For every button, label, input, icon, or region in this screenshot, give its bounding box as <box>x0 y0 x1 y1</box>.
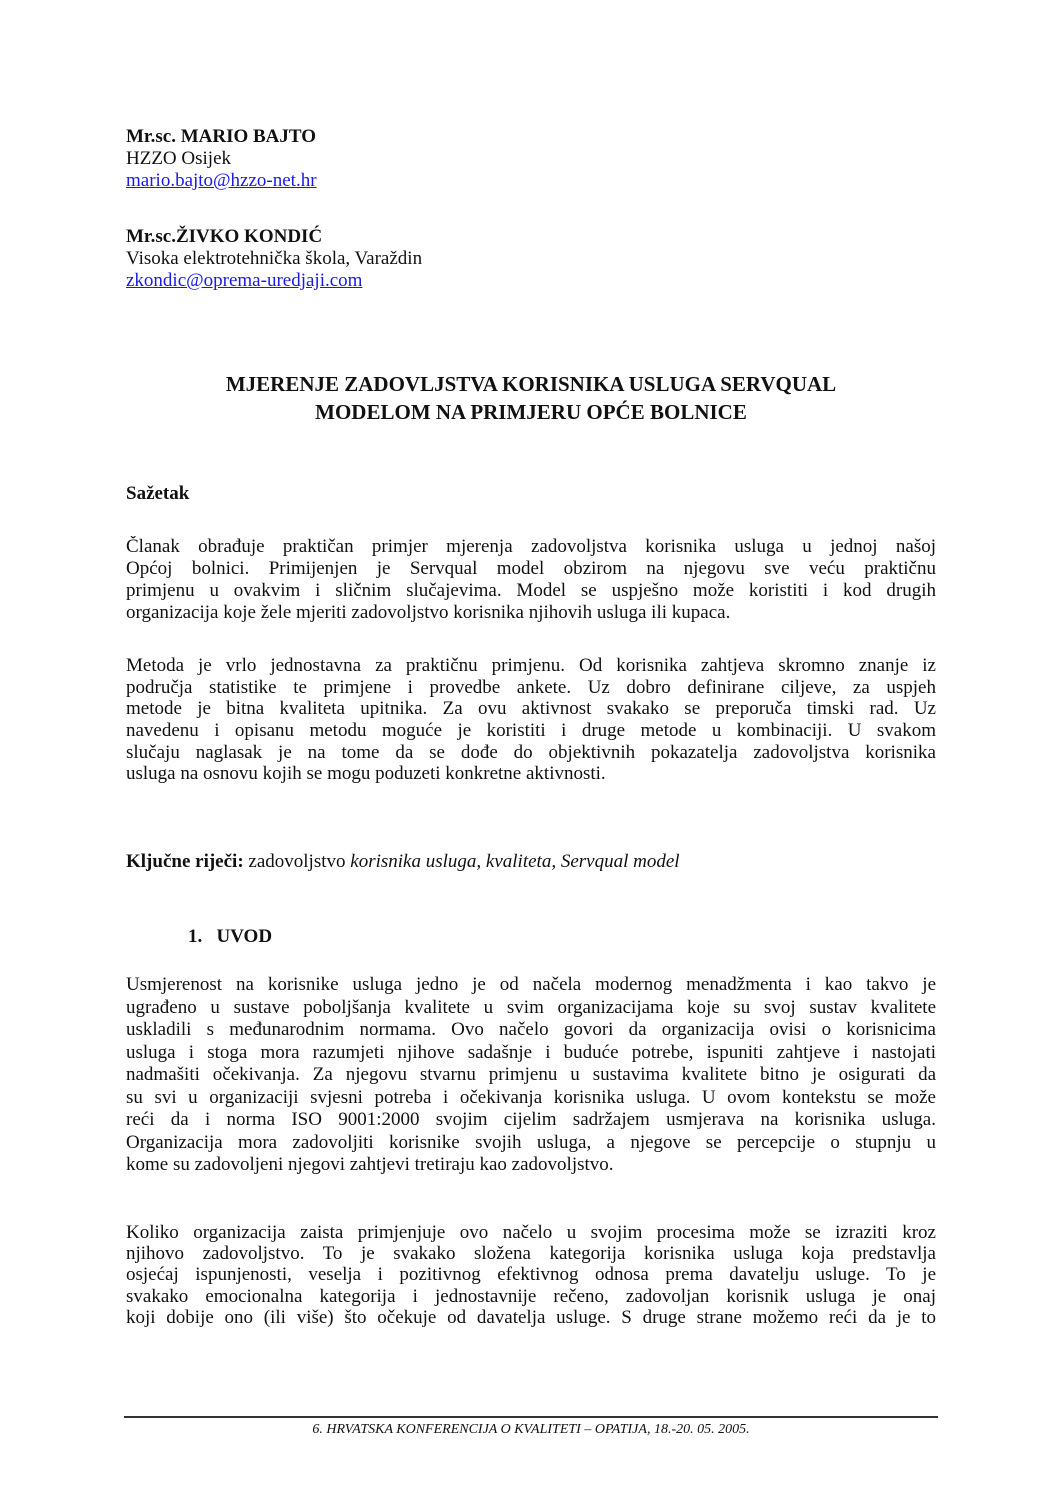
section-heading: 1. UVOD <box>188 926 273 947</box>
text-line: su svi u organizaciji svjesni potreba i očekivanja korisnika usluga. U ovom kontekstu se može <box>126 1086 936 1108</box>
text-line: Koliko organizacija zaista primjenjuje ovo načelo u svojim procesima može se izraziti kroz <box>126 1222 936 1243</box>
text-line: usluga i stoga mora razumjeti njihove sadašnje i buduće potrebe, ispuniti zahtjeve i nastojati <box>126 1041 936 1063</box>
footer-text: 6. HRVATSKA KONFERENCIJA O KVALITETI – OPATIJA, 18.-20. 05. 2005. <box>312 1422 750 1437</box>
text-line: kome su zadovoljeni njegovi zahtjevi tretiraju kao zadovoljstvo. <box>126 1154 614 1175</box>
text-line: metode je bitna kvaliteta upitnika. Za ovu aktivnost svakako se preporuča timski rad. Uz <box>126 698 936 720</box>
section-paragraph-1 <box>126 974 936 1177</box>
text-line: organizacija koje žele mjeriti zadovoljstvo korisnika njihovih usluga ili kupaca. <box>126 602 731 623</box>
text-line: primjenu u ovakvim i sličnim slučajevima. Model se uspješno može koristiti i kod drugih <box>126 580 936 601</box>
text-line: područja statistike te primjene i provedbe ankete. Uz dobro definirane ciljeve, za uspjeh <box>126 676 936 698</box>
author-1 <box>126 126 936 192</box>
text-line: navedenu i opisanu metodu moguće je koristiti i druge metode u kombinaciji. U svakom <box>126 720 936 742</box>
text-line: Usmjerenost na korisnike usluga jedno je od načela modernog menadžmenta i kao takvo je <box>126 974 936 995</box>
footer-rule <box>124 1416 938 1418</box>
text-line: koji dobije ono (ili više) što očekuje od davatelja usluge. S druge strane možemo reći da je to <box>126 1306 936 1328</box>
text-line: Organizacija mora zadovoljiti korisnike svojih usluga, a njegove se percepcije o stupnju u <box>126 1131 936 1153</box>
keywords-italic: korisnika usluga, kvaliteta, Servqual model <box>350 851 680 872</box>
paper-title <box>126 370 936 426</box>
keywords <box>126 851 936 873</box>
author-name: Mr.sc.ŽIVKO KONDIĆ <box>126 226 323 247</box>
text-line: usluga na osnovu kojih se mogu poduzeti konkretne aktivnosti. <box>126 763 606 785</box>
text-line: svakako emocionalna kategorija i jednostavnije rečeno, zadovoljan korisnik usluga je onaj <box>126 1285 936 1307</box>
text-line: nadmašiti očekivanja. Za njegovu stvarnu primjenu u sustavima kvalitete bitno je osigurati da <box>126 1064 936 1085</box>
title-line: MJERENJE ZADOVLJSTVA KORISNIKA USLUGA SERVQUAL <box>225 372 837 396</box>
text-line: slučaju naglasak je na tome da se dođe do objektivnih pokazatelja zadovoljstva korisnika <box>126 741 936 763</box>
text-line: ugrađeno u sustave poboljšanja kvalitete u svim organizacijama koje su svoj sustav kvalitete <box>126 996 936 1018</box>
text-line: Općoj bolnici. Primijenjen je Servqual model obzirom na njegovu sve veću praktičnu <box>126 558 936 579</box>
text-line: njihovo zadovoljstvo. To je svakako složena kategorija korisnika usluga koja predstavlja <box>126 1243 936 1265</box>
author-email-link[interactable]: zkondic@oprema-uredjaji.com <box>126 270 363 291</box>
abstract-paragraph-2 <box>126 655 936 785</box>
author-name: Mr.sc. MARIO BAJTO <box>126 126 316 147</box>
author-affiliation: Visoka elektrotehnička škola, Varaždin <box>126 248 423 269</box>
title-line: MODELOM NA PRIMJERU OPĆE BOLNICE <box>315 400 747 424</box>
author-affiliation: HZZO Osijek <box>126 148 232 169</box>
abstract-heading: Sažetak <box>126 483 190 504</box>
author-email-link[interactable]: mario.bajto@hzzo-net.hr <box>126 170 317 191</box>
section-paragraph-2 <box>126 1222 936 1328</box>
text-line: Metoda je vrlo jednostavna za praktičnu primjenu. Od korisnika zahtjeva skromno znanje iz <box>126 655 936 676</box>
keywords-plain: zadovoljstvo <box>248 851 346 872</box>
text-line: uskladili s međunarodnim normama. Ovo načelo govori da organizacija ovisi o korisnicima <box>126 1019 936 1040</box>
keywords-label: Ključne riječi: <box>126 851 244 872</box>
text-line: osjećaj ispunjenosti, veselja i pozitivnog efektivnog odnosa prema davatelju usluge. To je <box>126 1264 936 1286</box>
text-line: Članak obrađuje praktičan primjer mjerenja zadovoljstva korisnika usluga u jednoj našoj <box>126 536 936 557</box>
author-2 <box>126 226 936 292</box>
abstract-paragraph-1 <box>126 536 936 624</box>
text-line: reći da i norma ISO 9001:2000 svojim cijelim sadržajem usmjerava na korisnika usluga. <box>126 1109 936 1130</box>
